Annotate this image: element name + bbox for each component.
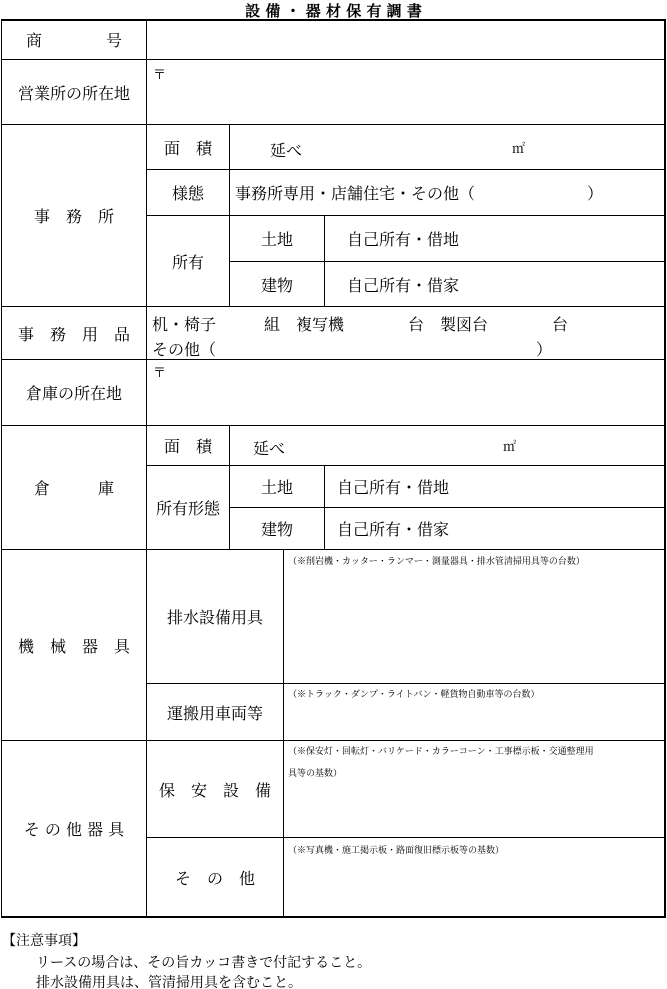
supplies-label: 事 務 用 品 [1,306,147,360]
other-note: （※写真機・施工掲示板・路面復旧標示板等の基数） [288,846,505,856]
machinery-label: 機 械 器 具 [1,549,147,741]
trade-name-label: 商 号 [1,19,147,60]
office-area-prefix: 延べ [270,141,303,160]
warehouse-label: 倉 庫 [1,425,147,550]
office-land-label: 土地 [229,215,325,262]
warehouse-building-label: 建物 [229,507,325,550]
office-style-label: 様態 [146,169,230,216]
other-equipment-label: そ の 他 器 具 [1,740,147,917]
form-title: 設 備 ・ 器 材 保 有 調 書 [245,2,422,20]
note-item-2: 排水設備用具は、管清掃用具を含むこと。 [36,975,302,989]
office-style-options[interactable]: 事務所専用・店舗住宅・その他（ ） [229,169,666,216]
warehouse-area-field[interactable] [229,425,666,466]
warehouse-building-options[interactable]: 自己所有・借家 [324,507,666,550]
drainage-label: 排水設備用具 [146,549,284,684]
note-item-1: リースの場合は、その旨カッコ書きで付記すること。 [36,955,372,971]
supplies-line-1: 机・椅子 組 複写機 台 製図台 台 [152,315,569,334]
warehouse-land-options[interactable]: 自己所有・借地 [324,465,666,508]
other-label: そ の 他 [146,837,284,917]
safety-note-2: 具等の基数） [288,769,343,779]
vehicles-label: 運搬用車両等 [146,683,284,741]
notes-heading: 【注意事項】 [2,933,86,949]
warehouse-ownership-label: 所有形態 [146,465,230,550]
safety-note-1: （※保安灯・回転灯・バリケード・カラーコーン・工事標示板・交通整理用 [288,747,594,757]
warehouse-area-prefix: 延べ [253,439,286,458]
office-ownership-label: 所有 [146,215,230,307]
warehouse-address-field[interactable] [146,359,666,426]
office-area-unit: ㎡ [512,142,526,157]
supplies-line-2: その他（ ） [152,340,553,359]
office-address-label: 営業所の所在地 [1,59,147,125]
warehouse-land-label: 土地 [229,465,325,508]
safety-label: 保 安 設 備 [146,740,284,838]
office-building-label: 建物 [229,261,325,307]
warehouse-area-unit: ㎡ [503,440,517,455]
postal-mark: 〒 [153,68,167,83]
trade-name-field[interactable] [146,19,666,60]
warehouse-area-label: 面 積 [146,425,230,466]
vehicles-note: （※トラック・ダンプ・ライトバン・軽貨物自動車等の台数） [288,690,540,700]
drainage-note: （※削岩機・カッター・ランマー・測量器具・排水管清掃用具等の台数） [288,557,585,567]
office-area-label: 面 積 [146,124,230,170]
office-address-field[interactable] [146,59,666,125]
office-label: 事 務 所 [1,124,147,307]
office-land-options[interactable]: 自己所有・借地 [324,215,666,262]
warehouse-address-label: 倉庫の所在地 [1,359,147,426]
office-building-options[interactable]: 自己所有・借家 [324,261,666,307]
postal-mark: 〒 [153,366,167,381]
